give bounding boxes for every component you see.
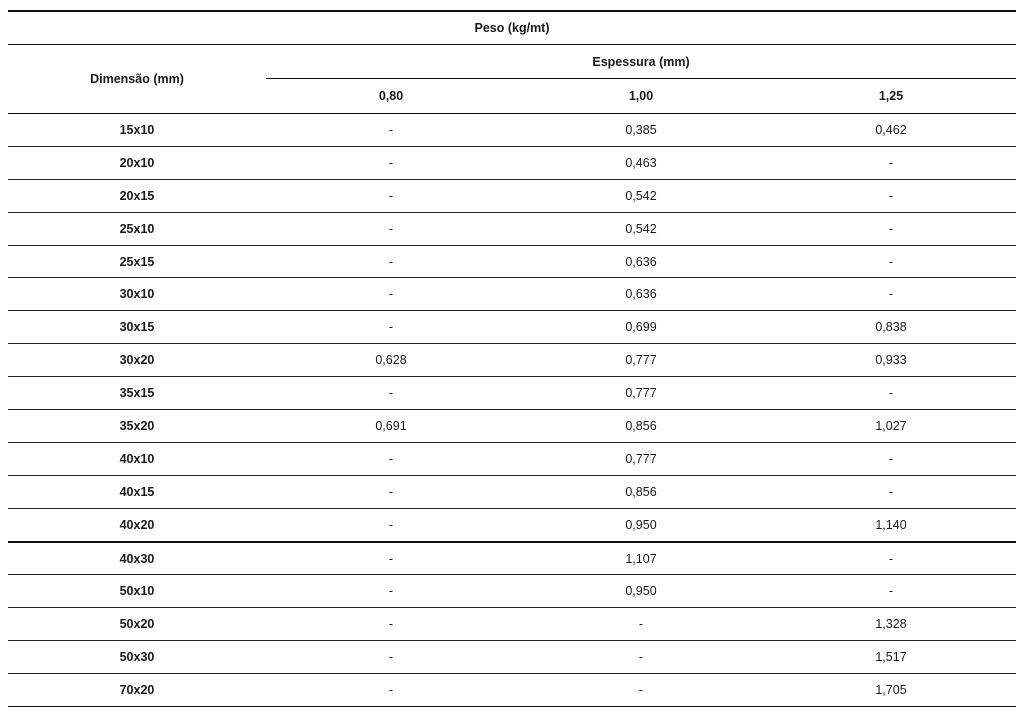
table-row [8,278,1016,311]
dimension-cell: 20x10 [8,146,266,179]
weight-cell: 0,933 [766,344,1016,377]
table-row [8,245,1016,278]
weight-cell: - [766,575,1016,608]
dimension-cell: 30x20 [8,344,266,377]
weight-cell: - [516,608,766,641]
weight-cell: - [766,542,1016,575]
weight-cell: - [266,146,516,179]
thickness-header: 1,25 [766,79,1016,114]
table-row [8,442,1016,475]
weight-cell: - [516,641,766,674]
weight-cell: - [266,442,516,475]
weight-cell: - [266,608,516,641]
weight-cell: 0,542 [516,179,766,212]
dimension-header: Dimensão (mm) [8,45,266,114]
weight-cell: 0,385 [516,114,766,147]
weight-cell: - [266,508,516,541]
table-row [8,542,1016,575]
table-row [8,179,1016,212]
weight-table-container [8,10,1016,707]
dimension-cell: 35x20 [8,410,266,443]
weight-cell: - [266,212,516,245]
weight-cell: - [516,674,766,707]
weight-cell: - [266,475,516,508]
table-row [8,608,1016,641]
dimension-cell: 35x15 [8,377,266,410]
weight-cell: - [766,278,1016,311]
weight-cell: 0,542 [516,212,766,245]
weight-cell: 0,856 [516,410,766,443]
weight-cell: 0,628 [266,344,516,377]
dimension-cell: 15x10 [8,114,266,147]
weight-cell: - [266,542,516,575]
weight-cell: 1,107 [516,542,766,575]
weight-cell: 0,462 [766,114,1016,147]
dimension-cell: 50x20 [8,608,266,641]
weight-cell: 1,140 [766,508,1016,541]
dimension-cell: 40x15 [8,475,266,508]
table-row [8,377,1016,410]
dimension-cell: 25x10 [8,212,266,245]
dimension-cell: 50x30 [8,641,266,674]
weight-cell: 0,636 [516,278,766,311]
table-row [8,114,1016,147]
weight-cell: 0,777 [516,442,766,475]
weight-cell: 1,328 [766,608,1016,641]
weight-cell: - [266,641,516,674]
weight-cell: - [266,377,516,410]
dimension-cell: 30x10 [8,278,266,311]
weight-cell: 0,691 [266,410,516,443]
table-title: Peso (kg/mt) [8,11,1016,45]
weight-cell: 1,705 [766,674,1016,707]
table-row [8,311,1016,344]
weight-cell: 0,699 [516,311,766,344]
weight-cell: 1,517 [766,641,1016,674]
table-row [8,212,1016,245]
dimension-cell: 70x20 [8,674,266,707]
weight-cell: - [266,114,516,147]
weight-cell: 0,463 [516,146,766,179]
weight-cell: - [766,212,1016,245]
table-row [8,146,1016,179]
weight-cell: 0,777 [516,377,766,410]
dimension-cell: 30x15 [8,311,266,344]
weight-cell: - [266,575,516,608]
weight-cell: - [266,311,516,344]
weight-cell: 0,636 [516,245,766,278]
table-body [8,114,1016,707]
weight-cell: 1,027 [766,410,1016,443]
dimension-cell: 20x15 [8,179,266,212]
weight-cell: 0,950 [516,575,766,608]
thickness-header: 1,00 [516,79,766,114]
weight-cell: 0,777 [516,344,766,377]
table-row [8,475,1016,508]
dimension-cell: 40x10 [8,442,266,475]
weight-cell: - [766,245,1016,278]
table-row [8,410,1016,443]
weight-cell: - [766,377,1016,410]
table-row [8,344,1016,377]
weight-table [8,10,1016,707]
thickness-group-header: Espessura (mm) [266,45,1016,79]
weight-cell: - [266,278,516,311]
dimension-cell: 40x30 [8,542,266,575]
weight-cell: 0,838 [766,311,1016,344]
table-row [8,508,1016,541]
dimension-cell: 50x10 [8,575,266,608]
weight-cell: - [266,674,516,707]
thickness-header: 0,80 [266,79,516,114]
weight-cell: - [266,179,516,212]
table-row [8,641,1016,674]
table-row [8,575,1016,608]
weight-cell: - [766,475,1016,508]
weight-cell: - [766,146,1016,179]
dimension-cell: 25x15 [8,245,266,278]
table-row [8,674,1016,707]
weight-cell: 0,950 [516,508,766,541]
dimension-cell: 40x20 [8,508,266,541]
weight-cell: - [766,442,1016,475]
weight-cell: - [766,179,1016,212]
weight-cell: - [266,245,516,278]
weight-cell: 0,856 [516,475,766,508]
